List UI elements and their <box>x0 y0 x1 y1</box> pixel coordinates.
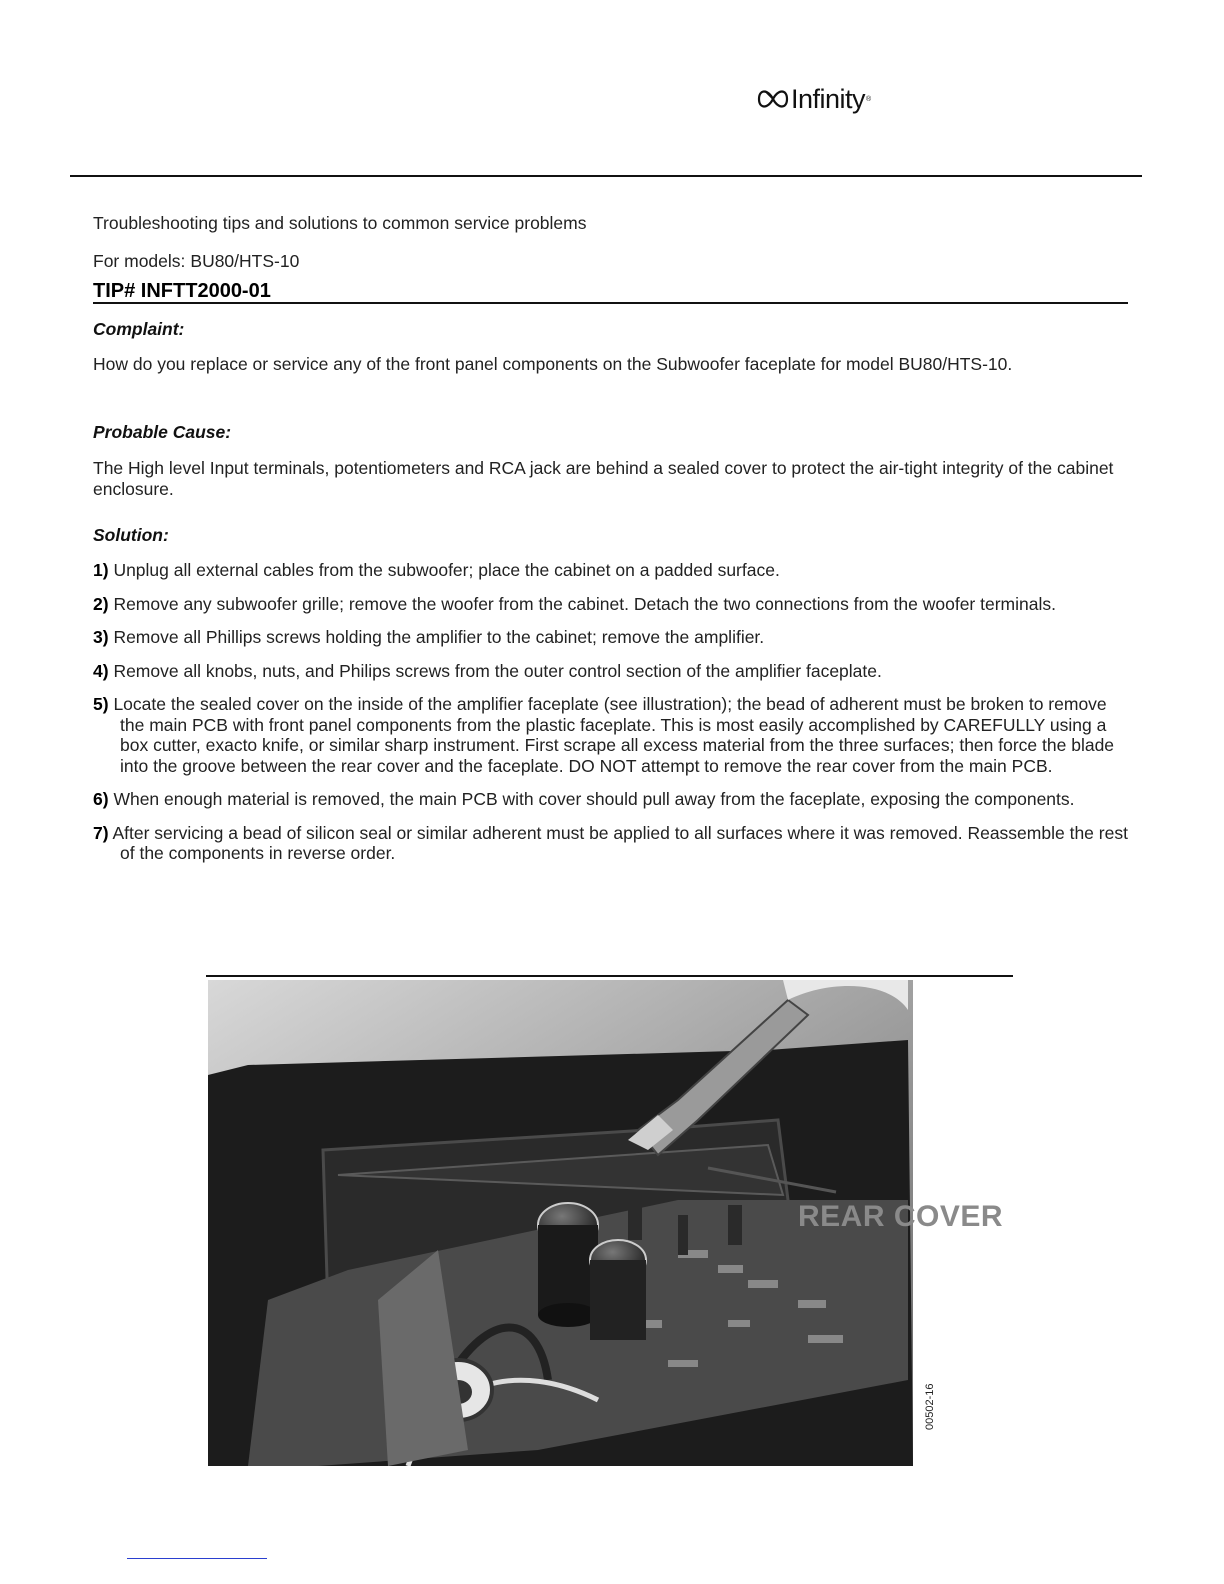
step-item <box>93 627 1133 648</box>
step-number: 6) <box>93 789 109 809</box>
models-label: For models: <box>93 251 186 271</box>
step-number: 7) <box>93 822 109 843</box>
header-divider <box>70 175 1142 177</box>
infinity-logo-icon <box>756 84 790 114</box>
step-item <box>93 789 1133 810</box>
step-text: Remove all Phillips screws holding the amplifier to the cabinet; remove the amplifier. <box>113 627 765 647</box>
step-item <box>93 594 1133 615</box>
brand-name: Infinity <box>791 83 866 114</box>
figure-caption: REAR COVER <box>798 1200 1004 1233</box>
document-subtitle: Troubleshooting tips and solutions to common service problems <box>93 213 587 233</box>
step-text: Locate the sealed cover on the inside of the amplifier faceplate (see illustration); the bead of adherent must be broken to remove the main PCB with front panel components from the plastic faceplate. This is most easily accomplished by CAREFULLY using a box cutter, exacto knife, or similar sharp instrument. First scrape all excess material from the three surfaces; then force the blade into the groove between the rear cover and the faceplate. DO NOT attempt to remove the rear cover from the main PCB. <box>113 694 1115 776</box>
step-item <box>93 560 1133 581</box>
tip-number: TIP# INFTT2000-01 <box>93 280 271 302</box>
figure-divider <box>206 975 1013 977</box>
step-text: Remove any subwoofer grille; remove the woofer from the cabinet. Detach the two connections from the woofer terminals. <box>113 593 1056 614</box>
step-number: 3) <box>93 627 109 647</box>
tip-divider <box>93 302 1128 304</box>
complaint-heading: Complaint: <box>93 319 185 339</box>
complaint-text: How do you replace or service any of the front panel components on the Subwoofer faceplate for model BU80/HTS-10. <box>93 354 1013 374</box>
registered-mark: ® <box>866 95 872 103</box>
brand-logo <box>756 82 871 116</box>
step-item <box>93 823 1133 864</box>
step-number: 1) <box>93 560 109 580</box>
figure-code: 00502-16 <box>924 1383 936 1430</box>
step-text: After servicing a bead of silicon seal or similar adherent must be applied to all surfaces where it was removed. Reassemble the rest of the components in reverse order. <box>112 822 1128 863</box>
cause-heading: Probable Cause: <box>93 422 232 442</box>
step-number: 2) <box>93 593 109 614</box>
step-item <box>93 661 1133 682</box>
step-number: 4) <box>93 660 109 681</box>
solution-heading: Solution: <box>93 525 169 545</box>
cause-text: The High level Input terminals, potentiometers and RCA jack are behind a sealed cover to protect the air-tight integrity of the cabinet enclosure. <box>93 458 1114 499</box>
footer-link-underline <box>127 1558 267 1559</box>
models-value: BU80/HTS-10 <box>190 251 300 271</box>
step-text: When enough material is removed, the main PCB with cover should pull away from the faceplate, exposing the components. <box>113 789 1075 809</box>
step-number: 5) <box>93 694 109 714</box>
step-item <box>93 694 1133 776</box>
models-line <box>93 251 299 272</box>
step-text: Remove all knobs, nuts, and Philips screws from the outer control section of the amplifier faceplate. <box>113 660 882 681</box>
step-text: Unplug all external cables from the subwoofer; place the cabinet on a padded surface. <box>113 560 780 580</box>
solution-steps <box>93 560 1133 877</box>
